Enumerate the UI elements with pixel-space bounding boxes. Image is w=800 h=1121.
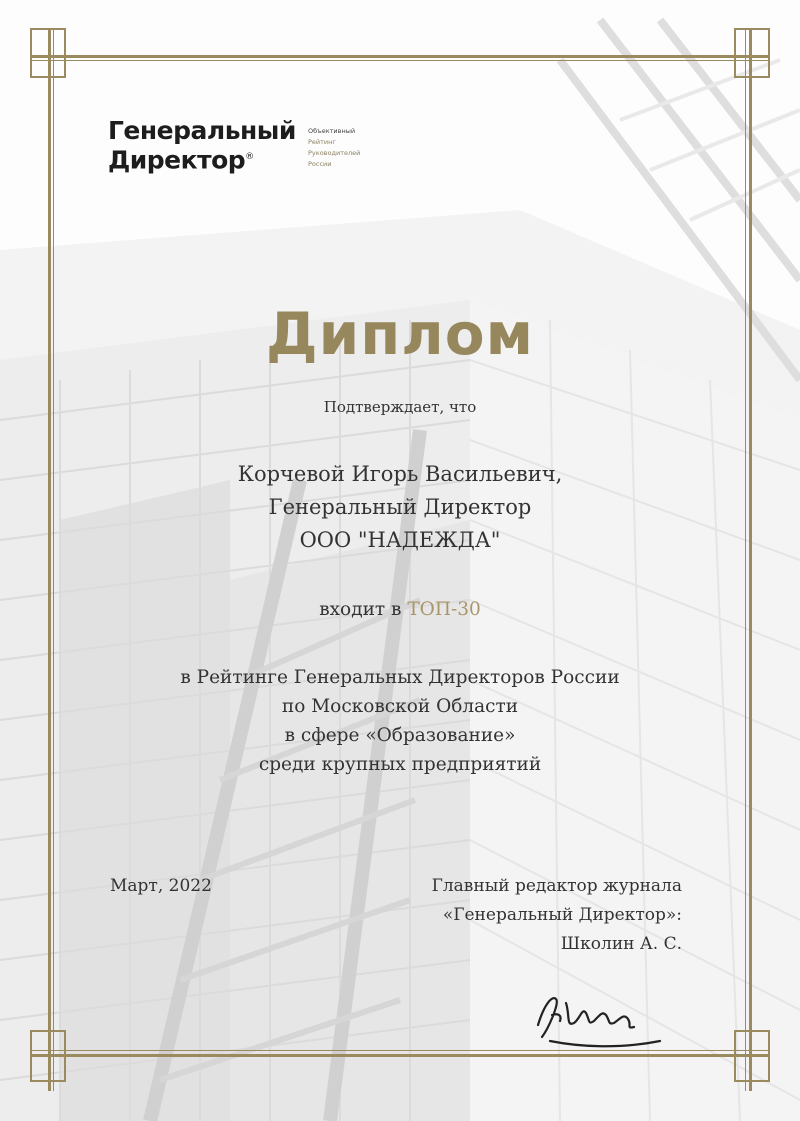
logo-tagline-line: Рейтинг <box>308 138 336 146</box>
recipient-position: Генеральный Директор <box>268 495 532 519</box>
rating-line: в Рейтинге Генеральных Директоров России <box>180 667 620 688</box>
logo-line-2: Директор <box>108 145 246 175</box>
logo-wordmark <box>108 118 296 173</box>
frame-top-line <box>30 55 770 58</box>
brand-logo <box>108 116 361 175</box>
rank-line <box>0 595 800 624</box>
logo-line-1: Генеральный <box>108 116 296 145</box>
signatory-line-1: Главный редактор журнала <box>431 876 682 896</box>
logo-tagline-line: Объективный <box>308 127 356 135</box>
recipient-name: Корчевой Игорь Васильевич, <box>237 462 563 486</box>
rank-prefix: входит в <box>319 599 402 620</box>
frame-corner-top-right <box>734 28 770 78</box>
frame-corner-bottom-right <box>734 1030 770 1082</box>
signatory-line-2: «Генеральный Директор»: <box>442 905 682 925</box>
frame-corner-top-left <box>30 28 66 78</box>
rating-line: в сфере «Образование» <box>284 725 516 746</box>
rating-line: среди крупных предприятий <box>258 754 542 775</box>
signatory-line-3: Школин А. С. <box>560 934 682 954</box>
rank-value: ТОП-30 <box>407 599 481 620</box>
handwritten-signature <box>530 985 670 1055</box>
registered-mark: ® <box>245 152 254 162</box>
logo-tagline-line: России <box>308 160 332 168</box>
rating-line: по Московской Области <box>281 696 519 717</box>
diploma-title: Диплом <box>265 300 535 368</box>
logo-tagline-line: Руководителей <box>308 149 361 157</box>
frame-left-line <box>48 30 51 1091</box>
frame-top-line-inner <box>30 60 770 61</box>
issue-date: Март, 2022 <box>110 876 212 896</box>
frame-right-line-inner <box>745 30 746 1091</box>
confirms-text: Подтверждает, что <box>323 398 477 416</box>
recipient-company: ООО "НАДЕЖДА" <box>299 528 501 552</box>
frame-right-line <box>749 30 752 1091</box>
frame-left-line-inner <box>53 30 54 1091</box>
frame-corner-bottom-left <box>30 1030 66 1082</box>
logo-tagline <box>308 126 360 170</box>
